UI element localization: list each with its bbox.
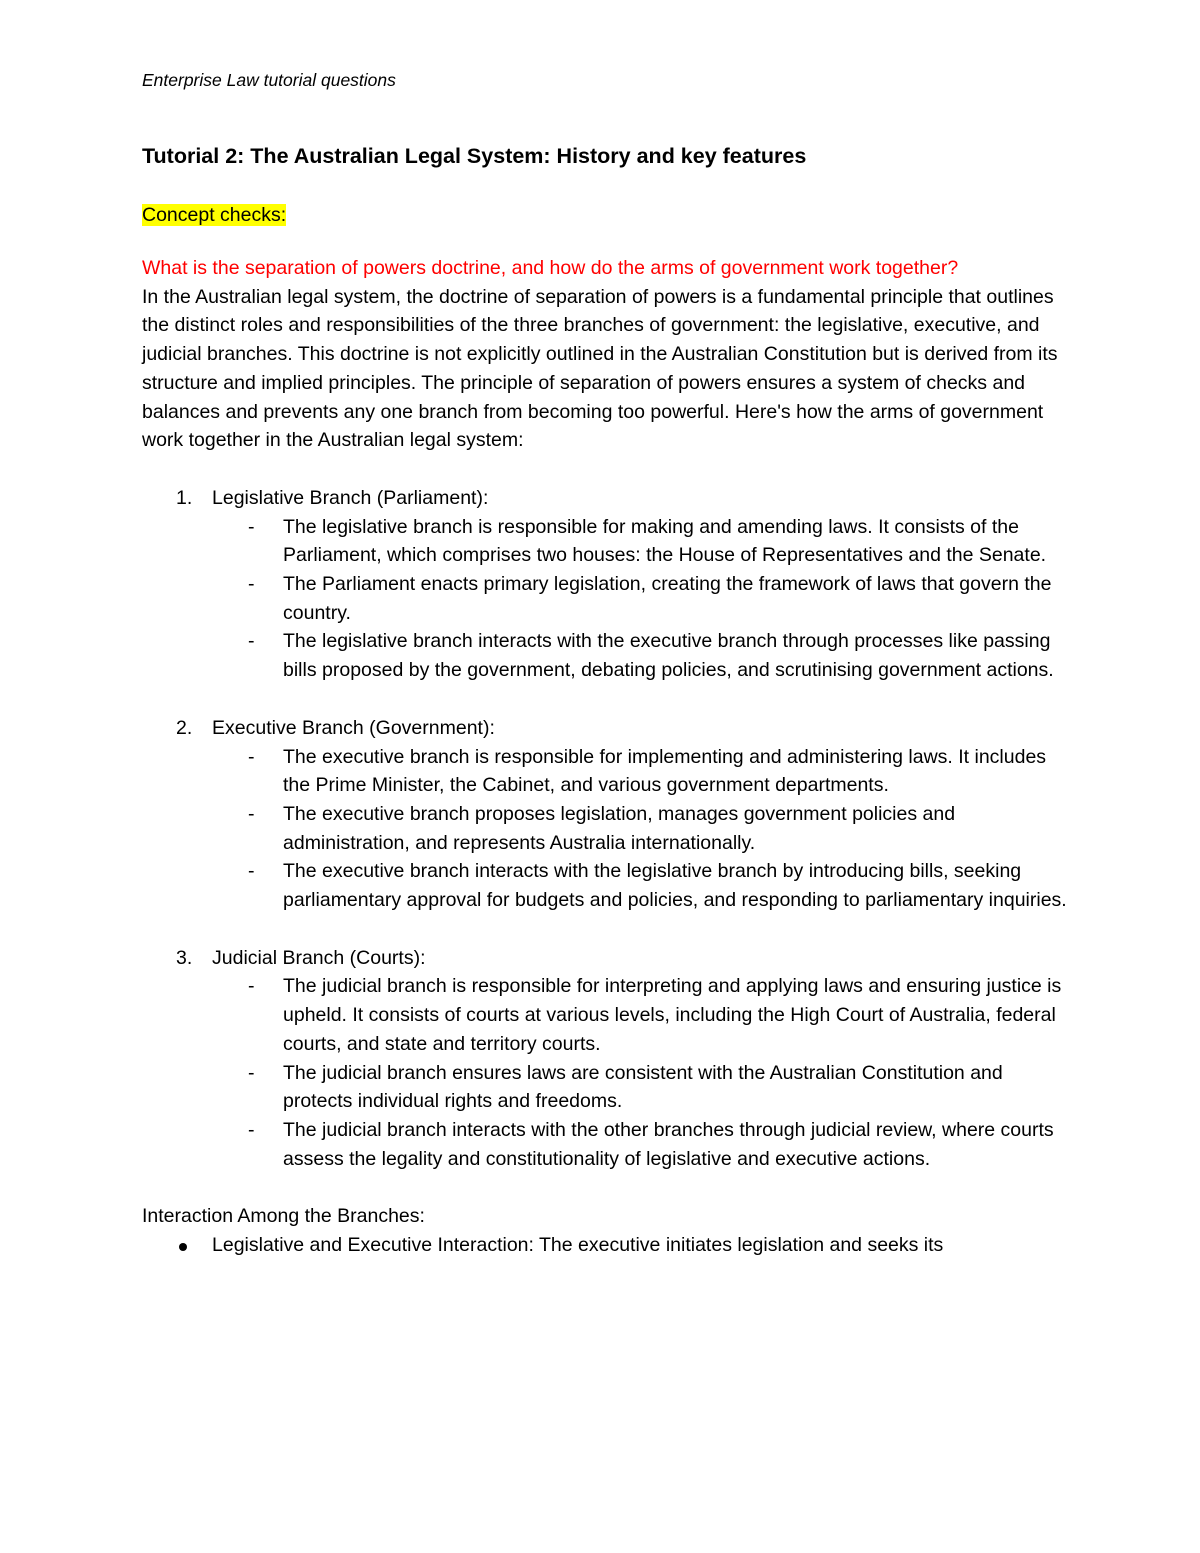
section-heading-line [142,484,1072,513]
section-number: 2. [176,716,193,739]
sub-point [142,743,1072,800]
sub-point-text: The judicial branch ensures laws are consistent with the Australian Constitution and protects individual rights and freedoms. [283,1061,1003,1113]
sub-point-text: The legislative branch is responsible for making and amending laws. It consists of the Parliament, which comprises two houses: the House of Representatives and the Senate. [283,515,1047,567]
sub-point [142,513,1072,570]
sub-point-text: The Parliament enacts primary legislation, creating the framework of laws that govern the country. [283,573,1052,624]
dash-marker: - [248,573,255,596]
section-number: 1. [176,486,193,509]
sub-point-text: The executive branch proposes legislation, manages government policies and administration, and represents Australia internationally. [283,802,956,854]
interaction-point-text: Legislative and Executive Interaction: The executive initiates legislation and seeks its [212,1234,944,1257]
dash-marker: - [248,745,255,768]
section-heading: Executive Branch (Government): [212,716,495,739]
question-text: What is the separation of powers doctrine, and how do the arms of government work together? [142,257,959,279]
dash-marker: - [248,860,255,883]
sub-point [142,570,1072,627]
section-heading: Legislative Branch (Parliament): [212,486,489,509]
sub-point-list [142,972,1072,1173]
dash-marker: - [248,975,255,998]
sub-point [142,1059,1072,1116]
sub-point-text: The judicial branch is responsible for interpreting and applying laws and ensuring justice is upheld. It consists of courts at various levels, including the High Court of Australia, federal courts, and state and territory courts. [283,975,1062,1055]
interaction-heading: Interaction Among the Branches: [142,1205,425,1228]
sub-point-text: The executive branch is responsible for implementing and administering laws. It includes the Prime Minister, the Cabinet, and various government departments. [283,745,1047,797]
sub-point-text: The legislative branch interacts with the executive branch through processes like passing bills proposed by the government, debating policies, and scrutinising government actions. [283,630,1054,682]
section-heading-line [142,714,1072,743]
page-header: Enterprise Law tutorial questions [142,70,396,90]
sub-point-list [142,743,1072,915]
sub-point [142,857,1072,914]
sub-point-text: The judicial branch interacts with the other branches through judicial review, where courts assess the legality and constitutionality of legislative and executive actions. [283,1118,1054,1170]
interaction-point [142,1231,1072,1260]
concept-checks-label: Concept checks: [142,204,287,226]
sub-point-list [142,513,1072,685]
bullet-icon [179,1243,187,1251]
sub-point [142,1116,1072,1173]
section-heading-line [142,944,1072,973]
dash-marker: - [248,630,255,653]
section-legislative [142,484,1072,685]
section-number: 3. [176,946,193,969]
document-body [142,140,1072,1260]
concept-checks-line [142,200,1072,230]
sub-point [142,800,1072,857]
dash-marker: - [248,802,255,825]
sub-point [142,972,1072,1058]
section-judicial [142,944,1072,1174]
sub-point-text: The executive branch interacts with the legislative branch by introducing bills, seeking parliamentary approval for budgets and policies, and responding to parliamentary inquiries. [283,860,1067,912]
dash-marker: - [248,1061,255,1084]
dash-marker: - [248,515,255,538]
intro-paragraph: In the Australian legal system, the doctrine of separation of powers is a fundamental principle that outlines the distinct roles and responsibilities of the three branches of government: the legislative, executive, and judicial branches. This doctrine is not explicitly outlined in the Australian Constitution but is derived from its structure and implied principles. The principle of separation of powers ensures a system of checks and balances and prevents any one branch from becoming too powerful. Here's how the arms of government work together in the Australian legal system: [142,285,1058,452]
tutorial-title: Tutorial 2: The Australian Legal System: History and key features [142,144,807,168]
dash-marker: - [248,1118,255,1141]
sub-point [142,627,1072,684]
section-executive [142,714,1072,915]
section-heading: Judicial Branch (Courts): [212,946,426,969]
